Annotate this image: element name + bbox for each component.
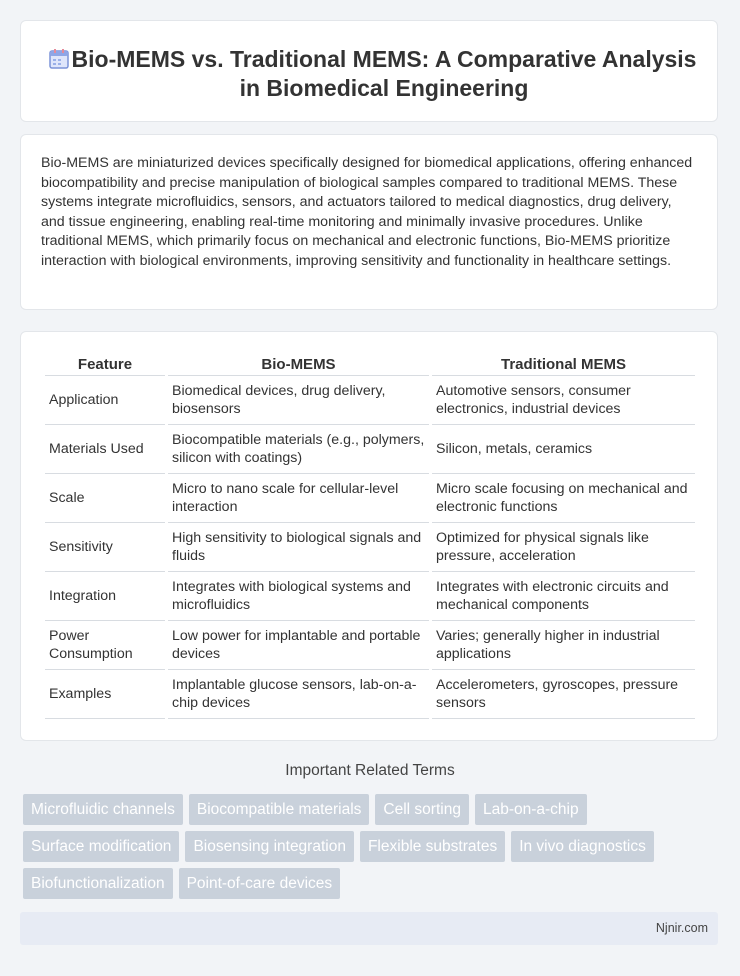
- table-cell: Integrates with electronic circuits and mechanical components: [432, 572, 695, 621]
- table-row: [45, 474, 695, 523]
- table-cell: Integrates with biological systems and microfluidics: [168, 572, 429, 621]
- comparison-table-card: [20, 331, 718, 741]
- table-cell: Optimized for physical signals like pressure, acceleration: [432, 523, 695, 572]
- title-card: [20, 20, 718, 122]
- table-cell: Implantable glucose sensors, lab-on-a-chip devices: [168, 670, 429, 719]
- table-cell: Varies; generally higher in industrial applications: [432, 621, 695, 670]
- intro-card: [20, 134, 718, 310]
- related-term-tag[interactable]: In vivo diagnostics: [511, 831, 654, 862]
- column-header: Traditional MEMS: [432, 352, 695, 376]
- table-cell: Scale: [45, 474, 165, 523]
- comparison-table: [42, 352, 698, 719]
- table-cell: Automotive sensors, consumer electronics, industrial devices: [432, 376, 695, 425]
- table-row: [45, 376, 695, 425]
- table-cell: Micro scale focusing on mechanical and electronic functions: [432, 474, 695, 523]
- column-header: Bio-MEMS: [168, 352, 429, 376]
- table-cell: Power Consumption: [45, 621, 165, 670]
- related-term-tag[interactable]: Biocompatible materials: [189, 794, 370, 825]
- table-cell: Silicon, metals, ceramics: [432, 425, 695, 474]
- table-row: [45, 523, 695, 572]
- related-term-tag[interactable]: Surface modification: [23, 831, 179, 862]
- footer: [20, 912, 718, 945]
- related-term-tag[interactable]: Lab-on-a-chip: [475, 794, 587, 825]
- related-term-tag[interactable]: Biofunctionalization: [23, 868, 173, 899]
- intro-paragraph: Bio-MEMS are miniaturized devices specifically designed for biomedical applications, offering enhanced biocompatibility and precise manipulation of biological samples compared to traditional MEMS. These systems integrate microfluidics, sensors, and actuators tailored to medical diagnostics, drug delivery, and tissue engineering, enabling real-time monitoring and minimally invasive procedures. Unlike traditional MEMS, which primarily focus on mechanical and electronic functions, Bio-MEMS prioritize interaction with biological environments, improving sensitivity and functionality in healthcare settings.: [41, 155, 693, 269]
- related-term-tag[interactable]: Point-of-care devices: [179, 868, 341, 899]
- table-row: [45, 425, 695, 474]
- table-cell: Micro to nano scale for cellular-level interaction: [168, 474, 429, 523]
- column-header: Feature: [45, 352, 165, 376]
- table-cell: Examples: [45, 670, 165, 719]
- related-term-tag[interactable]: Biosensing integration: [185, 831, 354, 862]
- page-title: Bio-MEMS vs. Traditional MEMS: A Comparative Analysis in Biomedical Engineering: [71, 46, 697, 101]
- related-terms-list: [23, 794, 703, 899]
- table-cell: Biomedical devices, drug delivery, biosensors: [168, 376, 429, 425]
- table-cell: Materials Used: [45, 425, 165, 474]
- table-row: [45, 670, 695, 719]
- table-cell: High sensitivity to biological signals and fluids: [168, 523, 429, 572]
- table-cell: Integration: [45, 572, 165, 621]
- related-term-tag[interactable]: Flexible substrates: [360, 831, 505, 862]
- table-cell: Application: [45, 376, 165, 425]
- table-header-row: [45, 352, 695, 376]
- table-cell: Sensitivity: [45, 523, 165, 572]
- table-cell: Biocompatible materials (e.g., polymers, silicon with coatings): [168, 425, 429, 474]
- related-terms-heading: Important Related Terms: [285, 762, 455, 779]
- table-row: [45, 572, 695, 621]
- footer-site-link[interactable]: Njnir.com: [655, 921, 708, 935]
- related-term-tag[interactable]: Cell sorting: [375, 794, 469, 825]
- table-row: [45, 621, 695, 670]
- table-cell: Low power for implantable and portable devices: [168, 621, 429, 670]
- table-cell: Accelerometers, gyroscopes, pressure sensors: [432, 670, 695, 719]
- related-term-tag[interactable]: Microfluidic channels: [23, 794, 183, 825]
